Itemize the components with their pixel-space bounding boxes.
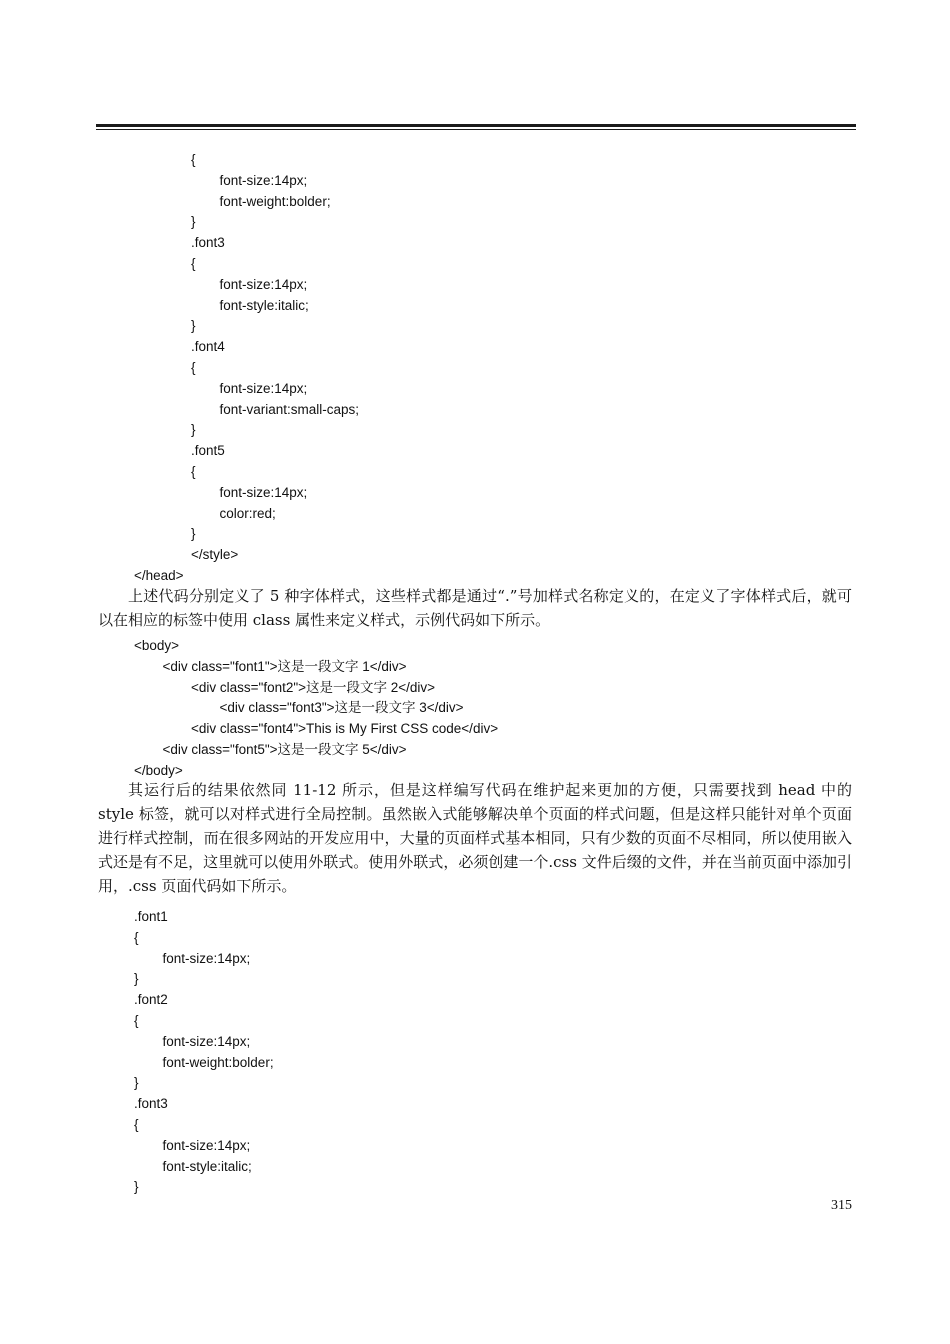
code-line: font-style:italic;: [219, 297, 309, 313]
code-line: }: [191, 214, 196, 230]
paragraph-class-usage: [98, 584, 852, 632]
code-line: font-size:14px;: [162, 1137, 251, 1153]
code-line: {: [191, 464, 196, 479]
code-line: font-size:14px;: [219, 172, 308, 188]
paragraph-external-css: [98, 778, 852, 898]
code-line: }: [134, 1179, 139, 1195]
code-line: <div class="font5">这是一段文字 5</div>: [162, 742, 407, 757]
code-line: .font3: [134, 1096, 168, 1112]
code-line: <body>: [134, 638, 180, 653]
code-line: {: [134, 1117, 139, 1132]
code-line: font-style:italic;: [162, 1158, 252, 1174]
code-line: font-size:14px;: [219, 276, 308, 292]
code-line: .font3: [191, 235, 225, 251]
code-line: }: [191, 318, 196, 334]
code-line: font-weight:bolder;: [219, 193, 331, 209]
code-line: </body>: [134, 762, 183, 778]
code-line: </style>: [191, 547, 239, 563]
code-line: <div class="font2">这是一段文字 2</div>: [191, 679, 436, 695]
code-line: font-weight:bolder;: [162, 1054, 274, 1070]
page-number: 315: [831, 1198, 852, 1213]
code-line: <div class="font4">This is My First CSS code</div>: [191, 721, 499, 737]
code-line: font-size:14px;: [162, 950, 251, 966]
code-line: .font4: [191, 339, 225, 355]
code-line: color:red;: [219, 505, 276, 521]
code-line: font-variant:small-caps;: [219, 401, 360, 417]
code-line: .font5: [191, 443, 225, 459]
code-line: font-size:14px;: [162, 1033, 251, 1049]
code-line: <div class="font3">这是一段文字 3</div>: [219, 700, 464, 716]
code-line: {: [134, 1013, 139, 1028]
code-line: <div class="font1">这是一段文字 1</div>: [162, 658, 407, 674]
code-line: {: [191, 256, 196, 271]
code-line: }: [191, 422, 196, 438]
code-line: }: [134, 971, 139, 987]
code-line: {: [191, 360, 196, 375]
code-line: font-size:14px;: [219, 380, 308, 396]
code-line: .font2: [134, 992, 168, 1008]
code-line: }: [134, 1075, 139, 1091]
code-line: {: [191, 152, 196, 167]
header-rule-thick: [96, 124, 856, 127]
code-line: {: [134, 929, 139, 945]
header-rule-thin: [96, 129, 856, 130]
paragraph-text: 其运行后的结果依然同 11-12 所示，但是这样编写代码在维护起来更加的方便，只需要找到 head 中的 style 标签，就可以对样式进行全局控制。虽然嵌入式能够解决单个页面的样式问题，但是这样只能针对单个页面进行样式控制，而在很多网站的开发应用中，大量的页面样式基本相同，只有少数的页面不尽相同，所以使用嵌入式还是有不足，这里就可以使用外联式。使用外联式，必须创建一个.css 文件后缀的文件，并在当前页面中添加引用，.css 页面代码如下所示。: [98, 781, 852, 895]
code-line: </head>: [134, 568, 184, 583]
paragraph-text: 上述代码分别定义了 5 种字体样式，这些样式都是通过“.”号加样式名称定义的，在定义了字体样式后，就可以在相应的标签中使用 class 属性来定义样式，示例代码如下所示。: [98, 587, 852, 629]
code-line: }: [191, 526, 196, 542]
code-line: font-size:14px;: [219, 484, 308, 500]
code-line: .font1: [134, 909, 168, 924]
